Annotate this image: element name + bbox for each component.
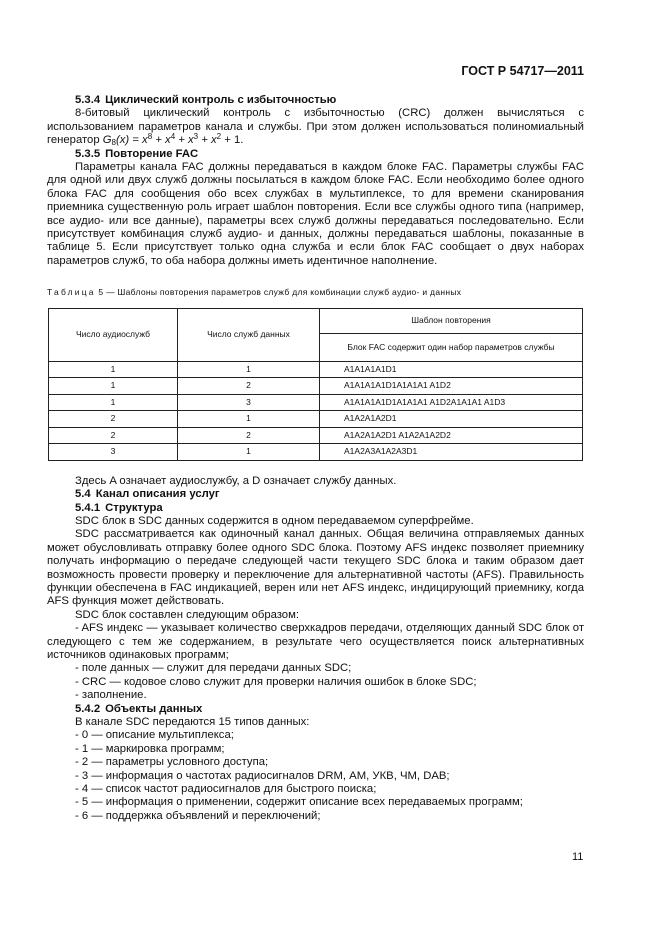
col-header-data: Число служб данных [178,308,320,361]
cell-pattern: A1A2A3A1A2A3D1 [320,444,583,461]
cell-audio: 1 [49,378,178,395]
col-subheader-pattern: Блок FAC содержит один набор параметров службы [320,334,583,362]
col-header-pattern: Шаблон повторения [320,308,583,333]
formula-term: + x [175,134,194,147]
cell-data: 2 [178,378,320,395]
formula-exp: 3 [193,132,199,142]
section-heading-5-4 [47,488,584,501]
col-header-audio: Число аудиослужб [49,308,178,361]
crc-text: 8-битовый циклический контроль с избыточностью (CRC) должен вычисляться с использованием параметров канала и службы. При этом должен использоваться полиномиальный генератор [47,107,584,147]
formula-term: + x [198,134,217,147]
table-row [49,378,583,395]
fac-paragraph: Параметры канала FAC должны передаваться в каждом блоке FAC. Параметры службы FAC для одной или двух служб должны посылаться в каждом блоке FAC. Если необходимо более одного блока FAC для сообщения обо всех службах в мультиплексе, то для времени сканирования приемника существенную роль играет шаблон повторения. Если все службы одного типа (например, все аудио- или все данные), параметры всех служб должны передаваться последовательно. Если присутствует комбинация служб аудио- и данных, должны передаваться шаблоны, показанные в таблице 5. Если присутствует только одна служба и если блок FAC сообщает о двух наборах параметров служб, то оба набора должны иметь идентичное наполнение. [47,161,584,267]
table-row [49,427,583,444]
cell-data: 1 [178,444,320,461]
cell-data: 3 [178,394,320,411]
list-item: - 5 — информация о применении, содержит описание всех передаваемых программ; [75,796,523,809]
sdc-paragraph: SDC блок в SDC данных содержится в одном передаваемом суперфрейме. [75,514,474,527]
section-number: 5.4 [75,488,91,501]
list-item: - 4 — список частот радиосигналов для быстрого поиска; [75,783,377,796]
cell-pattern: A1A2A1A2D1 [320,411,583,428]
sdc-paragraph: SDC рассматривается как одиночный канал данных. Общая величина отправляемых данных может обусловливать отправку более одного SDC блока. Поэтому AFS индекс позволяет приемнику получать информацию о передаче следующей части текущего SDC блока и таким образом дает возможность провести проверку и переключение для альтернативной частоты (AFS). Правильность функции обеспечена в FAC индикацией, верен или нет AFS индекс, индицирующий приемнику, когда AFS функция может действовать. [47,528,584,608]
formula-term: + x [152,134,171,147]
section-title: Канал описания услуг [95,488,220,501]
section-heading-5-4-1 [47,502,584,515]
list-item: - 1 — маркировка программ; [75,742,225,755]
list-item: - 2 — параметры условного доступа; [75,756,269,769]
cell-pattern: A1A1A1A1D1A1A1A1 A1D2 [320,378,583,395]
cell-data: 1 [178,361,320,378]
section-title: Повторение FAC [105,147,199,160]
formula-exp: 2 [216,132,222,142]
cell-pattern: A1A1A1A1D1 [320,361,583,378]
table-row [49,444,583,461]
section-title: Объекты данных [105,702,203,715]
repetition-pattern-table [48,308,583,461]
cell-audio: 1 [49,394,178,411]
section-number: 5.4.2 [75,702,101,715]
cell-audio: 2 [49,411,178,428]
list-item: - 6 — поддержка объявлений и переключений; [75,809,321,822]
table-row [49,361,583,378]
list-item: - AFS индекс — указывает количество сверхкадров передачи, отделяющих данный SDC блок от следующего с тем же содержанием, в результате чего осуществляется поиск альтернативных источников одинаковых программ; [47,622,584,661]
cell-audio: 2 [49,427,178,444]
table-caption-lead: Таблица [47,287,96,298]
list-item: - заполнение. [75,689,147,702]
formula-x: (x) = x [116,134,148,147]
table-note: Здесь A означает аудиослужбу, а D означает службу данных. [75,474,397,487]
formula-end: + 1. [221,134,244,147]
document-header: ГОСТ Р 54717—2011 [461,64,584,78]
list-item: - 0 — описание мультиплекса; [75,729,234,742]
formula-exp: 8 [147,132,153,142]
section-number: 5.3.4 [75,94,101,106]
table-caption [47,286,584,299]
cell-audio: 3 [49,444,178,461]
formula-sub: 8 [111,138,116,148]
cell-pattern: A1A2A1A2D1 A1A2A1A2D2 [320,427,583,444]
cell-data: 1 [178,411,320,428]
page-content [47,94,584,823]
section-heading-5-4-2 [47,703,584,716]
objects-paragraph: В канале SDC передаются 15 типов данных: [75,716,310,728]
list-item: - 3 — информация о частотах радиосигналов DRM, АМ, УКВ, ЧМ, DAB; [75,769,450,782]
cell-pattern: A1A1A1A1D1A1A1A1 A1D2A1A1A1 A1D3 [320,394,583,411]
formula-exp: 4 [170,132,176,142]
sdc-paragraph: SDC блок составлен следующим образом: [75,608,299,621]
formula-g: G [102,134,112,147]
table-row [49,411,583,428]
section-title: Структура [105,501,163,514]
crc-paragraph [47,107,584,147]
list-item: - поле данных — служит для передачи данных SDC; [75,662,352,675]
table-caption-text: 5 — Шаблоны повторения параметров служб для комбинации служб аудио- и данных [98,287,462,298]
cell-data: 2 [178,427,320,444]
section-heading-5-3-5 [47,148,584,161]
page-number: 11 [572,851,584,863]
list-item: - CRC — кодовое слово служит для проверки наличия ошибок в блоке SDC; [75,675,477,688]
table-row [49,394,583,411]
section-heading-5-3-4 [47,94,584,107]
cell-audio: 1 [49,361,178,378]
section-number: 5.3.5 [75,147,101,160]
section-title: Циклический контроль с избыточностью [105,94,337,106]
section-number: 5.4.1 [75,501,101,514]
